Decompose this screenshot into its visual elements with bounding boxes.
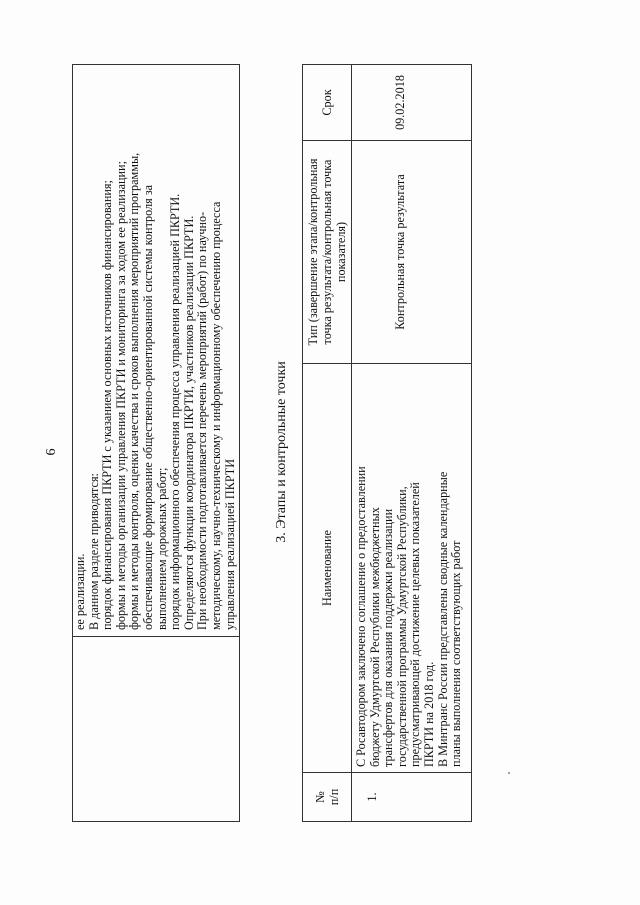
row-deadline: 09.02.2018 xyxy=(352,65,472,141)
rotated-page-content xyxy=(40,42,600,862)
text-line: выполнением дорожных работ; xyxy=(154,467,169,630)
text-line: формы и методы контроля, оценки качества и сроков выполнения мероприятий программы, xyxy=(127,152,142,630)
continuation-text-cell xyxy=(73,65,240,637)
table-header-row xyxy=(303,65,352,822)
milestones-table xyxy=(302,64,472,822)
row-type: Контрольная точка результата xyxy=(352,141,472,364)
text-line: порядок финансирования ПКРТИ с указанием основных источников финансирования; xyxy=(100,180,115,630)
text-line: При необходимости подготавливается перечень мероприятий (работ) по научно- xyxy=(195,211,210,630)
text-line: обеспечивающие формирование общественно-ориентированной системы контроля за xyxy=(140,184,155,630)
header-num: № п/п xyxy=(303,773,352,822)
table-row xyxy=(352,65,472,822)
scan-speck xyxy=(508,772,510,774)
row-name: С Росавтодором заключено соглашение о предоставлении бюджету Удмуртской Республики межбюджетных трансфертов для оказания поддержки реализации государственной программы Удмуртской Республики, предусматривающей достижение целевых показателей ПКРТИ на 2018 год. В Минтранс России представлены сводные календарные планы выполнения соответствующих работ xyxy=(352,364,472,773)
continuation-empty-cell xyxy=(73,637,240,822)
page-number: 6 xyxy=(44,448,59,456)
text-line: формы и методы организации управления ПКРТИ и мониторинга за ходом ее реализации; xyxy=(113,161,128,630)
header-name: Наименование xyxy=(303,364,352,773)
text-line: управления реализацией ПКРТИ xyxy=(222,458,237,630)
text-line: методическому, научно-техническому и информационному обеспечению процесса xyxy=(208,201,223,630)
text-line: В данном разделе приводятся: xyxy=(86,473,101,630)
row-num: 1. xyxy=(352,773,472,822)
continuation-table xyxy=(72,64,240,822)
text-line: Определяются функции координатора ПКРТИ, участников реализации ПКРТИ. xyxy=(181,215,196,630)
text-line: ее реализации. xyxy=(73,553,87,630)
header-deadline: Срок xyxy=(303,65,352,141)
text-line: порядок информационного обеспечения процесса управления реализацией ПКРТИ. xyxy=(168,193,183,630)
section-title: 3. Этапы и контрольные точки xyxy=(274,361,289,543)
header-type: Тип (завершение этапа/контрольная точка результата/контрольная точка показателя) xyxy=(303,141,352,364)
